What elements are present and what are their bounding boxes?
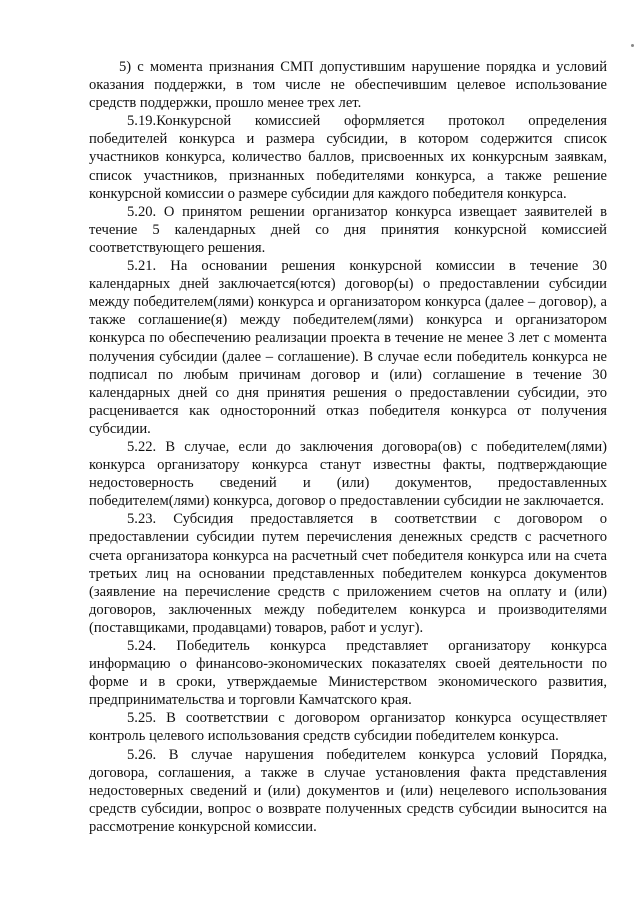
paragraph-item-5: 5) с момента признания СМП допустившим нарушение порядка и условий оказания поддержки, в том числе не обеспечившим целевое использование средств поддержки, прошло менее трех лет. [89, 59, 607, 112]
paragraph-5-26: 5.26. В случае нарушения победителем конкурса условий Порядка, договора, соглашения, а также в случае установления факта представления недостоверных сведений и (или) документов и (или) нецелевого использования средств субсидии, вопрос о возврате полученных средств субсидии выносится на рассмотрение конкурсной комиссии. [89, 746, 607, 835]
paragraph-5-23: 5.23. Субсидия предоставляется в соответствии с договором о предоставлении субсидии путем перечисления денежных средств с расчетного счета организатора конкурса на расчетный счет победителя конкурса или на счета третьих лиц на основании представленных победителем конкурса документов (заявление на перечисление средств с приложением счетов на оплату и (или) договоров, заключенных между победителем конкурса и производителями (поставщиками, продавцами) товаров, работ и услуг). [89, 511, 607, 636]
paragraph-5-19: 5.19.Конкурсной комиссией оформляется протокол определения победителей конкурса и размера субсидии, в котором содержится список участников конкурса, количество баллов, присвоенных их конкурсным заявкам, список участников, признанных победителями конкурса, а также решение конкурсной комиссии о размере субсидии для каждого победителя конкурса. [89, 113, 607, 202]
scan-mark [631, 44, 634, 47]
paragraph-5-25: 5.25. В соответствии с договором организатор конкурса осуществляет контроль целевого использования средств субсидии победителем конкурса. [89, 710, 607, 745]
paragraph-5-24: 5.24. Победитель конкурса представляет организатору конкурса информацию о финансово-экономических показателях своей деятельности по форме и в сроки, утверждаемые Министерством экономического развития, предпринимательства и торговли Камчатского края. [89, 638, 607, 709]
document-body [89, 58, 607, 836]
paragraph-5-21: 5.21. На основании решения конкурсной комиссии в течение 30 календарных дней заключается(ются) договор(ы) о предоставлении субсидии между победителем(лями) конкурса и организатором конкурса (далее – договор), а также соглашение(я) между победителем(лями) конкурса и организатором конкурса по обеспечению реализации проекта в течение не менее 3 лет с момента получения субсидии (далее – соглашение). В случае если победитель конкурса не подписал по любым причинам договор и (или) соглашение в течение 30 календарных дней со дня принятия решения о предоставлении субсидии, это расценивается как односторонний отказ победителя конкурса от получения субсидии. [89, 258, 607, 437]
paragraph-5-20: 5.20. О принятом решении организатор конкурса извещает заявителей в течение 5 календарных дней со дня принятия конкурсной комиссией соответствующего решения. [89, 203, 607, 256]
paragraph-5-22: 5.22. В случае, если до заключения договора(ов) с победителем(лями) конкурса организатору конкурса станут известны факты, подтверждающие недостоверность сведений и (или) документов, предоставленных победителем(лями) конкурса, договор о предоставлении субсидии не заключается. [89, 438, 607, 510]
